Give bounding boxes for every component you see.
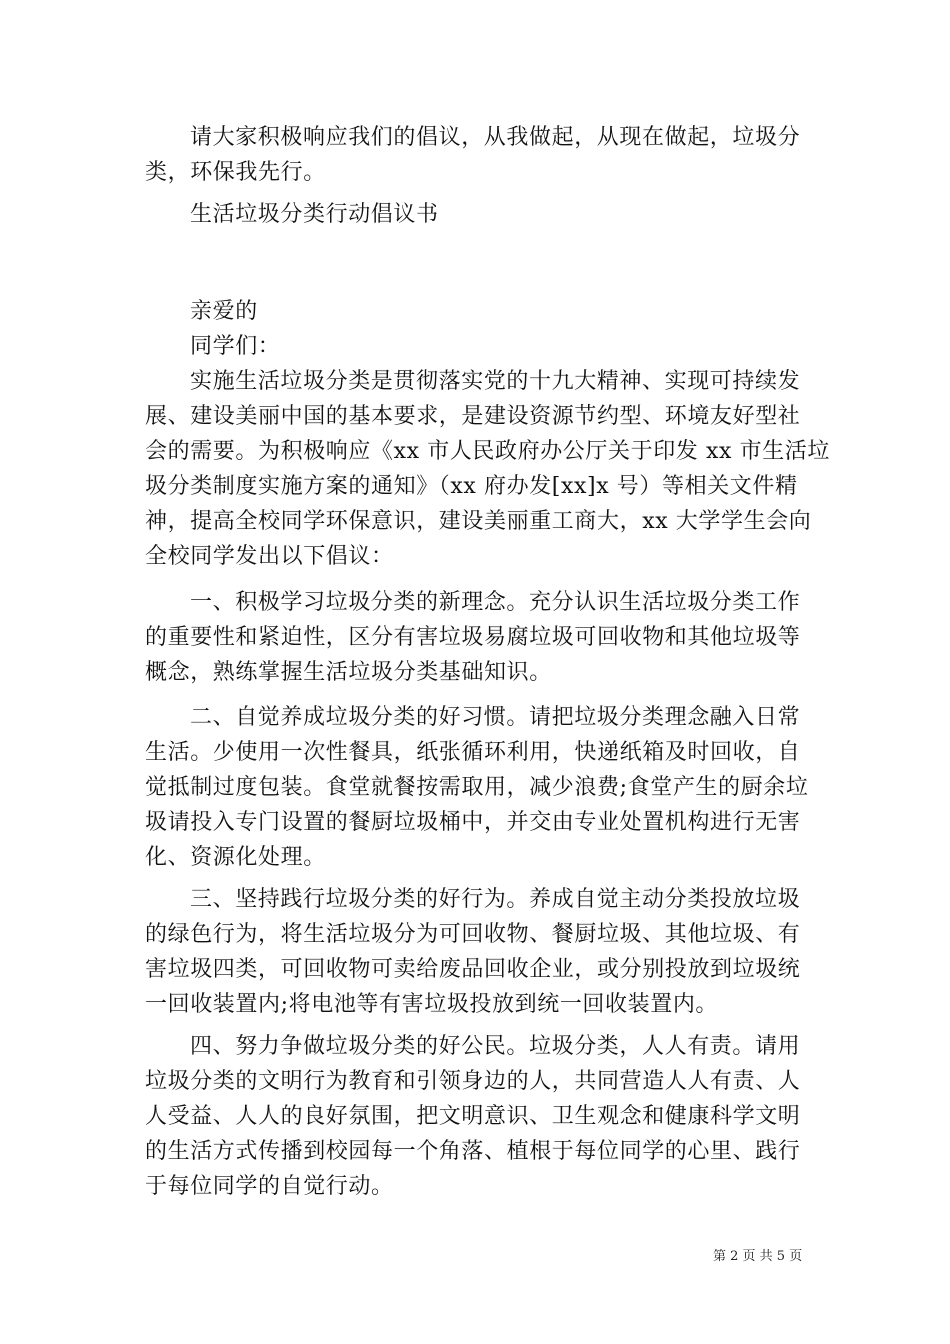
text-line: 全校同学发出以下倡议： bbox=[145, 544, 394, 569]
text-line: 一回收装置内;将电池等有害垃圾投放到统一回收装置内。 bbox=[145, 992, 719, 1017]
text-line: 生活。少使用一次性餐具，纸张循环利用，快递纸箱及时回收，自 bbox=[145, 740, 801, 765]
text-line: 会的需要。为积极响应《xx 市人民政府办公厅关于印发 xx 市生活垃 bbox=[145, 439, 831, 464]
text-line: 圾分类制度实施方案的通知》（xx 府办发[xx]x 号）等相关文件精 bbox=[145, 474, 798, 499]
text-line: 害垃圾四类，可回收物可卖给废品回收企业，或分别投放到垃圾统 bbox=[145, 957, 801, 982]
salutation-line: 同学们： bbox=[190, 334, 281, 359]
text-line: 一、积极学习垃圾分类的新理念。充分认识生活垃圾分类工作 bbox=[190, 590, 801, 615]
text-line: 二、自觉养成垃圾分类的好习惯。请把垃圾分类理念融入日常 bbox=[190, 705, 801, 730]
text-line: 觉抵制过度包装。食堂就餐按需取用，减少浪费;食堂产生的厨余垃 bbox=[145, 775, 809, 800]
text-line: 请大家积极响应我们的倡议，从我做起，从现在做起，垃圾分 bbox=[190, 125, 801, 150]
text-line: 于每位同学的自觉行动。 bbox=[145, 1174, 394, 1199]
text-line: 人受益、人人的良好氛围，把文明意识、卫生观念和健康科学文明 bbox=[145, 1104, 801, 1129]
text-line: 四、努力争做垃圾分类的好公民。垃圾分类，人人有责。请用 bbox=[190, 1034, 801, 1059]
text-line: 的重要性和紧迫性，区分有害垃圾易腐垃圾可回收物和其他垃圾等 bbox=[145, 625, 801, 650]
salutation-line: 亲爱的 bbox=[190, 299, 258, 324]
text-line: 三、坚持践行垃圾分类的好行为。养成自觉主动分类投放垃圾 bbox=[190, 887, 801, 912]
text-line: 神，提高全校同学环保意识，建设美丽重工商大，xx 大学学生会向 bbox=[145, 509, 812, 534]
text-line: 展、建设美丽中国的基本要求，是建设资源节约型、环境友好型社 bbox=[145, 404, 801, 429]
text-line: 的绿色行为，将生活垃圾分为可回收物、餐厨垃圾、其他垃圾、有 bbox=[145, 922, 801, 947]
text-line: 垃圾分类的文明行为教育和引领身边的人，共同营造人人有责、人 bbox=[145, 1069, 801, 1094]
text-line: 概念，熟练掌握生活垃圾分类基础知识。 bbox=[145, 660, 552, 685]
text-line: 圾请投入专门设置的餐厨垃圾桶中，并交由专业处置机构进行无害 bbox=[145, 810, 801, 835]
text-line: 的生活方式传播到校园每一个角落、植根于每位同学的心里、践行 bbox=[145, 1139, 801, 1164]
text-line: 实施生活垃圾分类是贯彻落实党的十九大精神、实现可持续发 bbox=[190, 369, 801, 394]
text-line: 类，环保我先行。 bbox=[145, 160, 326, 185]
section-title: 生活垃圾分类行动倡议书 bbox=[190, 202, 439, 227]
page-number: 第 2 页 共 5 页 bbox=[713, 1249, 803, 1264]
text-line: 化、资源化处理。 bbox=[145, 845, 326, 870]
